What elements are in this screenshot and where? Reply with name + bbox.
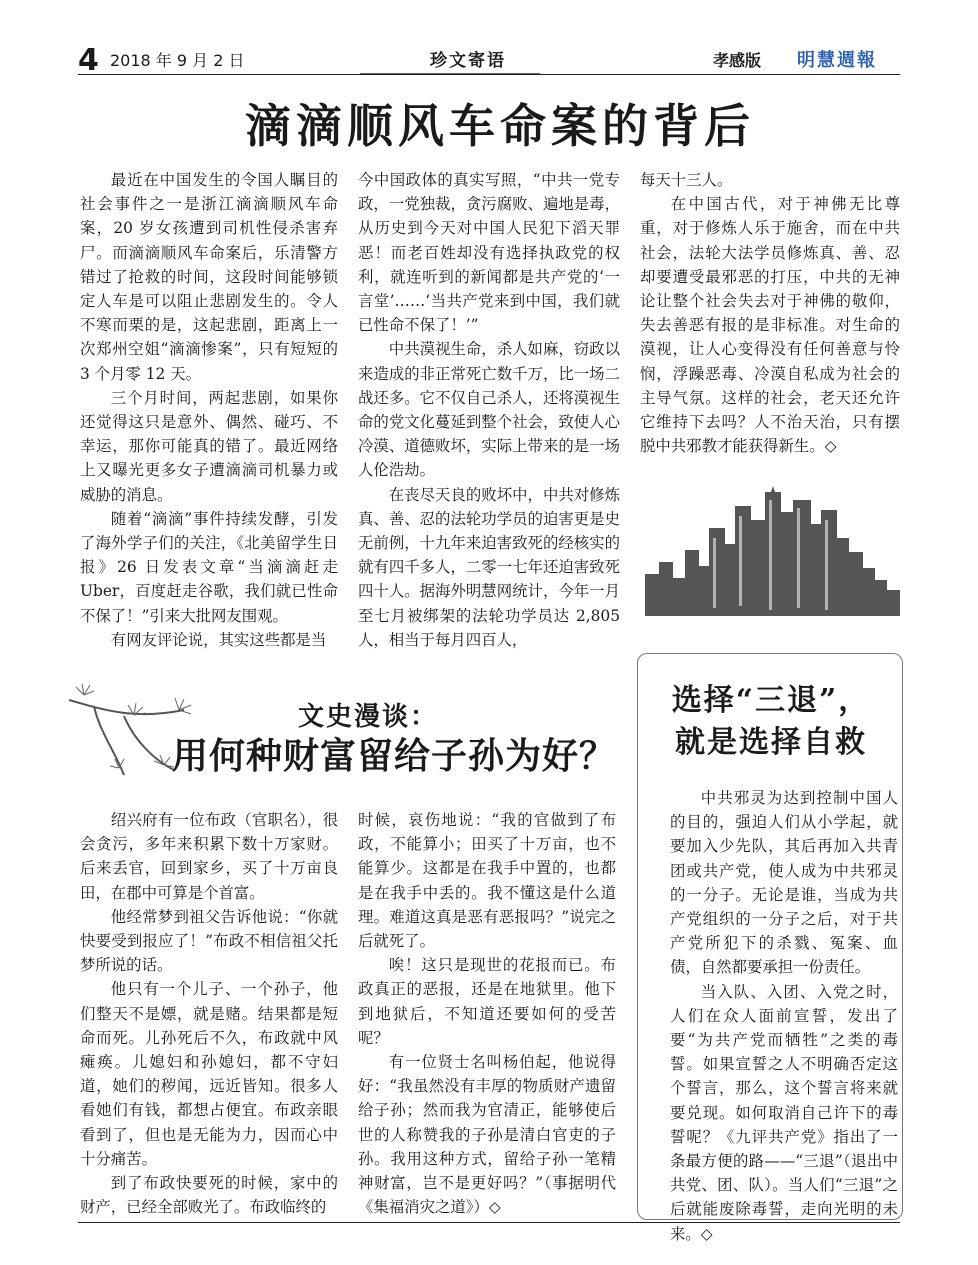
paragraph: 绍兴府有一位布政（官职名），很会贪污，多年来积累下数十万家财。后来丢官，回到家乡，买了十万亩良田，在郡中可算是个首富。 (80, 811, 338, 902)
paragraph: 当入队、入团、入党之时，人们在众人面前宣誓，发出了要“为共产党而牺牲”之类的毒誓。如果宣誓之人不明确否定这个誓言，那么，这个誓言将来就要兑现。如何取消自己许下的毒誓呢？《九评共产党》指出了一条最方便的路——“三退”（退出中共党、团、队）。当人们“三退”之后就能废除毒誓，走向光明的未来。◇ (670, 982, 898, 1243)
sidebar-headline-line-1: 选择“三退”， (671, 683, 871, 718)
main-story-column-2 (358, 168, 620, 652)
paragraph: 有一位贤士名叫杨伯起，他说得好：“我虽然没有丰厚的物质财产遗留给子孙；然而我为官清正，能够使后世的人称赞我的子孙是清白官吏的子孙。我用这种方式，留给子孙一笔精神财富，岂不是更好吗？”（事据明代《集福消灾之道》）◇ (358, 1053, 616, 1217)
sidebar-headline (640, 680, 902, 764)
main-headline: 滴滴顺风车命案的背后 (245, 99, 755, 153)
paragraph: 他只有一个儿子、一个孙子，他们整天不是嫖，就是赌。结果都是短命而死。儿孙死后不久，布政就中风瘫痪。儿媳妇和孙媳妇，都不守妇道，她们的秽闻，远近皆知。很多人看她们有钱，都想占便宜。布政亲眼看到了，但也是无能为力，因而心中十分痛苦。 (80, 980, 338, 1168)
edition-name: 孝感版 (713, 51, 762, 70)
paragraph: 最近在中国发生的令国人瞩目的社会事件之一是浙江滴滴顺风车命案，20 岁女孩遭到司机性侵杀害弃尸。而滴滴顺风车命案后，乐清警方错过了抢救的时间，这段时间能够锁定人车是可以阻止悲剧发生的。令人不寒而栗的是，这起悲剧，距离上一次郑州空姐“滴滴惨案”，只有短短的 3 个月零 12 天。 (80, 171, 338, 383)
footer-rule (78, 1222, 900, 1223)
paragraph: 每天十三人。 (640, 171, 733, 189)
issue-date: 2018 年 9 月 2 日 (110, 51, 245, 70)
main-story-column-1 (80, 168, 338, 652)
paragraph: 在丧尽天良的败坏中，中共对修炼真、善、忍的法轮功学员的迫害更是史无前例，十九年来迫害致死的经核实的就有四千多人，二零一七年还迫害致死四十人。据海外明慧网统计，今年一月至七月被绑架的法轮功学员达 2,805 人，相当于每月四百人， (358, 485, 620, 649)
feature-headline: 用何种财富留给子孙为好？ (172, 736, 617, 777)
paragraph: 有网友评论说，其实这些都是当 (110, 630, 327, 649)
main-story-column-3 (640, 168, 900, 458)
paragraph: 三个月时间，两起悲剧，如果你还觉得这只是意外、偶然、碰巧、不幸运，那你可能真的错了。最近网络上又曝光更多女子遭滴滴司机暴力或威胁的消息。 (80, 388, 338, 504)
header-rule (78, 74, 900, 75)
paragraph: 时候，哀伤地说：“我的官做到了布政，不能算小；田买了十万亩，也不能算少。这都是在我手中置的，也都是在我手中丢的。我不懂这是什么道理。难道这真是恶有恶报吗？”说完之后就死了。 (358, 811, 616, 951)
paragraph: 随着“滴滴”事件持续发酵，引发了海外学子们的关注，《北美留学生日报》26 日发表文章“当滴滴赶走 Uber，百度赶走谷歌，我们就已性命不保了！”引来大批网友围观。 (80, 509, 338, 625)
feature-column-2 (358, 808, 616, 1219)
paragraph: 在中国古代，对于神佛无比尊重，对于修炼人乐于施舍，而在中共社会，法轮大法学员修炼真、善、忍却要遭受最邪恶的打压，中共的无神论让整个社会失去对于神佛的敬仰，失去善恶有报的是非标准。对生命的漠视，让人心变得没有任何善意与怜悯，浮躁恶毒、冷漠自私成为社会的主导气氛。这样的社会，老天还允许它维持下去吗？人不治天治，只有摆脱中共邪教才能获得新生。◇ (640, 195, 900, 456)
paragraph: 他经常梦到祖父告诉他说：“你就快要受到报应了！”布政不相信祖父托梦所说的话。 (80, 907, 338, 975)
paragraph: 到了布政快要死的时候，家中的财产，已经全部败光了。布政临终的 (80, 1174, 338, 1217)
sidebar-body (670, 786, 898, 1246)
paragraph: 中共漠视生命，杀人如麻，窃政以来造成的非正常死亡数千万，比一场二战还多。它不仅自己杀人，还将漠视生命的党文化蔓延到整个社会，致使人心冷漠、道德败坏，实际上带来的是一场人伦浩劫。 (358, 340, 620, 480)
section-name: 珍文寄语 (430, 51, 506, 71)
paragraph: 中共邪灵为达到控制中国人的目的，强迫人们从小学起，就要加入少先队，其后再加入共青团或共产党，使人成为中共邪灵的一分子。无论是谁，当成为共产党组织的一分子之后，对于共产党所犯下的杀戮、冤案、血债，自然都要承担一份责任。 (670, 789, 898, 977)
paragraph: 今中国政体的真实写照，“中共一党专政，一党独裁，贪污腐败、遍地是毒，从历史到今天对中国人民犯下滔天罪恶！而老百姓却没有选择执政党的权利，就连听到的新闻都是共产党的‘一言堂’……‘当共产党来到中国，我们就已性命不保了！’” (358, 171, 620, 335)
feature-column-1 (80, 808, 338, 1219)
sidebar-headline-line-2: 就是选择自救 (675, 725, 867, 760)
page-number: 4 (78, 43, 99, 78)
paragraph: 唉！这只是现世的花报而已。布政真正的恶报，还是在地狱里。他下到地狱后，不知道还要如何的受苦呢？ (358, 956, 616, 1047)
city-skyline-illustration (645, 486, 900, 616)
feature-kicker: 文史漫谈： (298, 702, 439, 732)
newspaper-brand: 明慧週報 (797, 50, 877, 71)
